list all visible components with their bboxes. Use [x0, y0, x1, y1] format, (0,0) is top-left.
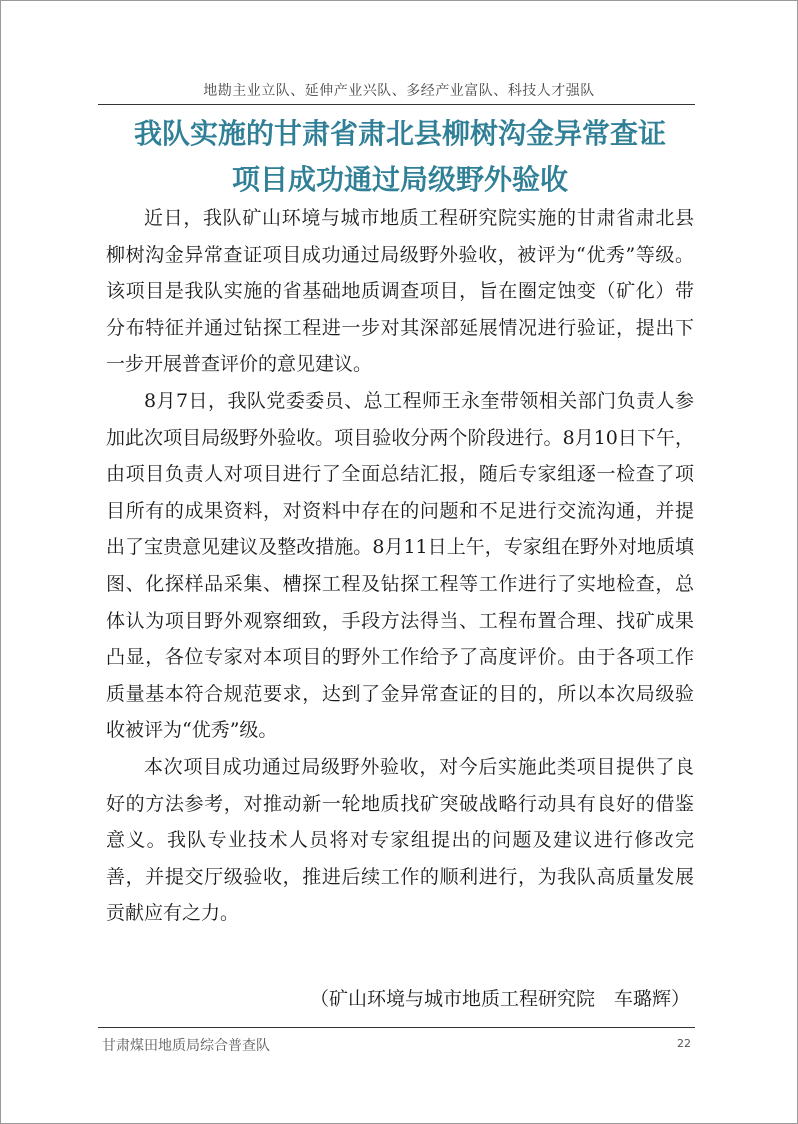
- footer-organization: 甘肃煤田地质局综合普查队: [102, 1038, 270, 1054]
- article-paragraph-3: 本次项目成功通过局级野外验收，对今后实施此类项目提供了良好的方法参考，对推动新一轮地质找矿突破战略行动具有良好的借鉴意义。我队专业技术人员将对专家组提出的问题及建议进行修改完善，并提交厅级验收，推进后续工作的顺利进行，为我队高质量发展贡献应有之力。: [106, 755, 694, 925]
- page-number: 22: [677, 1037, 691, 1050]
- article-paragraph-2: 8月7日，我队党委委员、总工程师王永奎带领相关部门负责人参加此次项目局级野外验收。项目验收分两个阶段进行。8月10日下午，由项目负责人对项目进行了全面总结汇报，随后专家组逐一检查了项目所有的成果资料，对资料中存在的问题和不足进行交流沟通，并提出了宝贵意见建议及整改措施。8月11日上午，专家组在野外对地质填图、化探样品采集、槽探工程及钻探工程等工作进行了实地检查，总体认为项目野外观察细致，手段方法得当、工程布置合理、找矿成果凸显，各位专家对本项目的野外工作给予了高度评价。由于各项工作质量基本符合规范要求，达到了金异常查证的目的，所以本次局级验收被评为“优秀”级。: [106, 389, 694, 742]
- header-motto: 地勘主业立队、延伸产业兴队、多经产业富队、科技人才强队: [203, 83, 595, 99]
- article-signature: （矿山环境与城市地质工程研究院 车璐辉）: [309, 988, 690, 1010]
- article-paragraph-1: 近日，我队矿山环境与城市地质工程研究院实施的甘肃省肃北县柳树沟金异常查证项目成功通过局级野外验收，被评为“优秀”等级。该项目是我队实施的省基础地质调查项目，旨在圈定蚀变（矿化）带分布特征并通过钻探工程进一步对其深部延展情况进行验证，提出下一步开展普查评价的意见建议。: [106, 207, 694, 376]
- article-title-line-1: 我队实施的甘肃省肃北县柳树沟金异常查证: [133, 117, 666, 150]
- footer-divider: [98, 1027, 695, 1028]
- article-title: [81, 111, 719, 203]
- article-title-line-2: 项目成功通过局级野外验收: [231, 163, 568, 196]
- article-body: [106, 200, 694, 932]
- header-divider: [98, 104, 695, 105]
